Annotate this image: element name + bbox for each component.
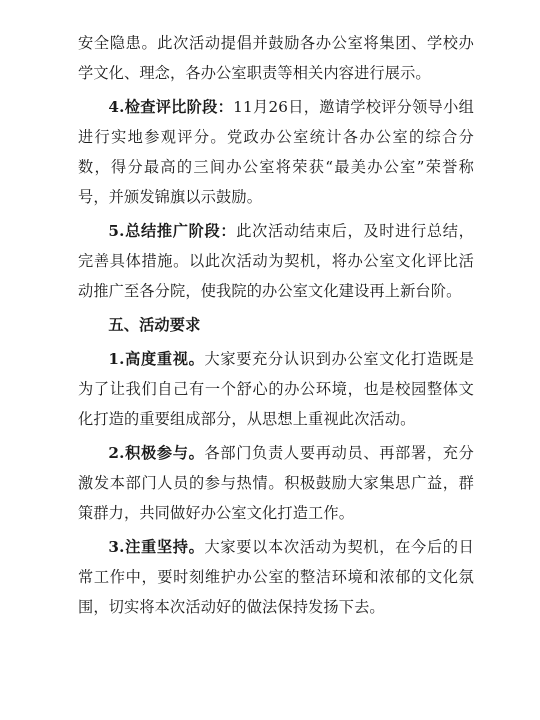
paragraph-continuation [78,28,474,88]
requirement-lead: 1.高度重视。 [108,350,205,368]
requirement-text: 大家要以本次活动为契机，在今后的日常工作中，要时刻维护办公室的整洁环境和浓郁的文化氛围，切实将本次活动好的做法保持发扬下去。 [78,538,474,616]
paragraph-lead: 4.检查评比阶段： [108,98,234,116]
paragraph-text: 安全隐患。此次活动提倡并鼓励各办公室将集团、学校办学文化、理念，各办公室职责等相关内容进行展示。 [78,34,474,82]
requirement-text: 大家要充分认识到办公室文化打造既是为了让我们自己有一个舒心的办公环境，也是校园整体文化打造的重要组成部分，从思想上重视此次活动。 [78,350,474,428]
paragraph-text: 11月26日，邀请学校评分领导小组进行实地参观评分。党政办公室统计各办公室的综合分数，得分最高的三间办公室将荣获“最美办公室”荣誉称号，并颁发锦旗以示鼓励。 [78,98,474,206]
requirement-item [78,532,474,622]
paragraph-inspection-stage [78,92,474,212]
paragraph-text: 此次活动结束后，及时进行总结，完善具体措施。以此次活动为契机，将办公室文化评比活动推广至各分院，使我院的办公室文化建设再上新台阶。 [78,222,474,300]
section-heading: 五、活动要求 [108,316,201,334]
requirement-lead: 3.注重坚持。 [108,538,205,556]
paragraph-summary-stage [78,216,474,306]
requirement-item [78,344,474,434]
requirement-text: 各部门负责人要再动员、再部署，充分激发本部门人员的参与热情。积极鼓励大家集思广益，群策群力，共同做好办公室文化打造工作。 [78,444,474,522]
document-page [78,28,474,626]
paragraph-lead: 5.总结推广阶段： [108,222,237,240]
requirement-item [78,438,474,528]
requirement-lead: 2.积极参与。 [108,444,205,462]
